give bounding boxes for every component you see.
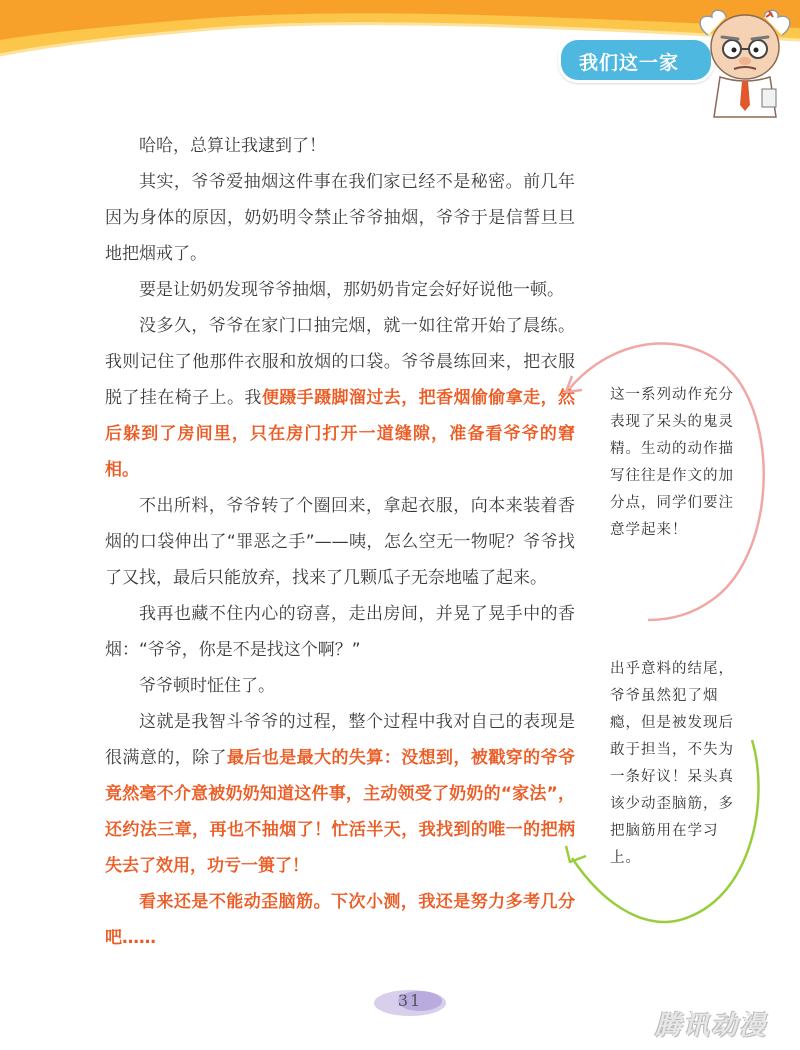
page-number: 31 [397,991,423,1010]
page-number-badge [370,988,450,1018]
side-note-2: 出乎意料的结尾，爷爷虽然犯了烟瘾，但是被发现后敢于担当，不失为一条好议！呆头真该少动歪脑筋，多把脑筋用在学习上。 [610,661,734,866]
side-note-1: 这一系列动作充分表现了呆头的鬼灵精。生动的动作描写往往是作文的加分点，同学们要注意学起来！ [610,387,734,538]
paragraph-text: 不出所料，爷爷转了个圈回来，拿起衣服，向本来装着香烟的口袋伸出了“罪恶之手”——咦，怎么空无一物呢？爷爷找了又找，最后只能放弃，找来了几颗瓜子无奈地嗑了起来。 [105,496,575,588]
highlighted-text: 便蹑手蹑脚溜过去，把香烟偷偷拿走，然后躲到了房间里，只在房门打开一道缝隙，准备看爷爷的窘相。 [105,388,576,480]
paragraph [105,128,575,164]
paragraph-text: 爷爷顿时怔住了。 [139,676,275,696]
paragraph [105,884,575,956]
paragraph [105,308,575,488]
paragraph [105,668,575,704]
paragraph [105,164,575,272]
paragraph-text: 我再也藏不住内心的窃喜，走出房间，并晃了晃手中的香烟：“爷爷，你是不是找这个啊？” [105,604,575,660]
paragraph-text: 这就是我智斗爷爷的过程，整个过程中我对自己的表现是很满意的，除了 [105,712,575,768]
paragraph [105,704,575,884]
paragraph [105,596,575,668]
article-body [105,128,575,956]
watermark-logo: 腾讯动漫 [655,1011,768,1041]
grandpa-character-icon [690,5,800,125]
paragraph-text: 要是让奶奶发现爷爷抽烟，那奶奶肯定会好好说他一顿。 [139,280,564,300]
paragraph [105,488,575,596]
paragraph-text: 哈哈，总算让我逮到了！ [139,136,326,156]
paragraph [105,272,575,308]
highlighted-text: 看来还是不能动歪脑筋。下次小测，我还是努力多考几分吧…… [105,892,575,948]
series-tag-label: 我们这一家 [579,52,680,74]
paragraph-text: 没多久，爷爷在家门口抽完烟，就一如往常开始了晨练。我则记住了他那件衣服和放烟的口袋。爷爷晨练回来，把衣服脱了挂在椅子上。我 [105,316,575,408]
paragraph-text: 其实，爷爷爱抽烟这件事在我们家已经不是秘密。前几年因为身体的原因，奶奶明令禁止爷爷抽烟，爷爷于是信誓旦旦地把烟戒了。 [105,172,575,264]
highlighted-text: 最后也是最大的失算：没想到，被戳穿的爷爷竟然毫不介意被奶奶知道这件事，主动领受了奶奶的“家法”，还约法三章，再也不抽烟了！忙活半天，我找到的唯一的把柄失去了效用，功亏一篑了！ [105,748,576,876]
